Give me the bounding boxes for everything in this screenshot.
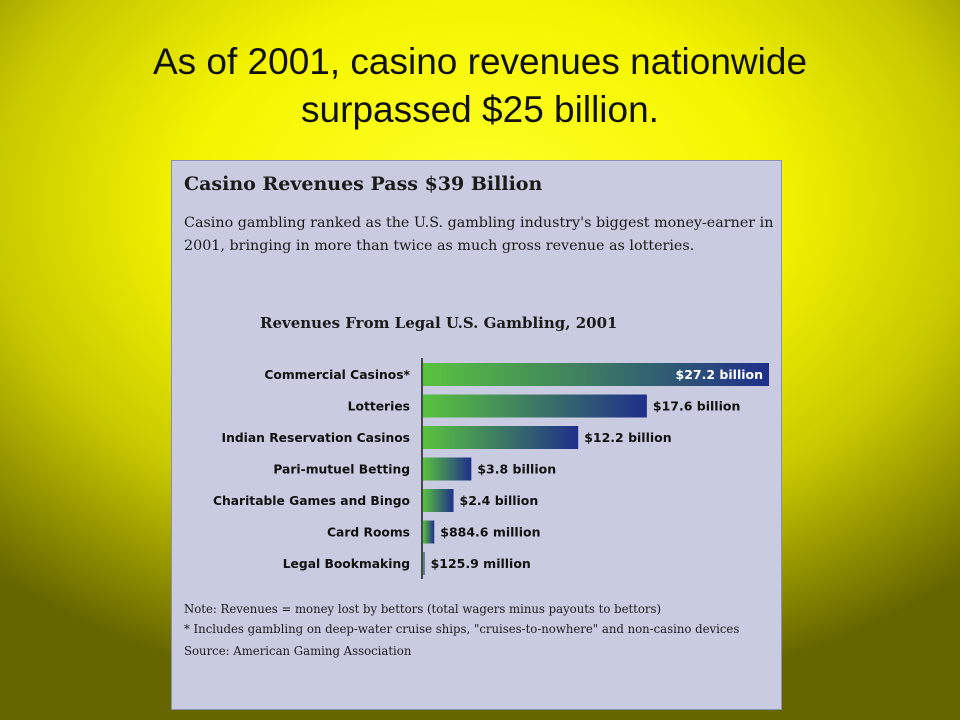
bar-5 bbox=[423, 521, 434, 544]
slide-title-line-1: As of 2001, casino revenues nationwide bbox=[152, 41, 808, 82]
bar-2 bbox=[423, 426, 578, 449]
footnote-text: * Includes gambling on deep-water cruise ships, "cruises-to-nowhere" and non-casino devices bbox=[184, 622, 740, 636]
source-text: Source: American Gaming Association bbox=[184, 644, 412, 658]
category-label-4: Charitable Games and Bingo bbox=[212, 494, 410, 508]
value-label-5: $884.6 million bbox=[440, 524, 541, 540]
bar-6 bbox=[423, 552, 425, 575]
bar-4 bbox=[423, 489, 454, 512]
value-label-6: $125.9 million bbox=[430, 556, 531, 571]
bar-chart bbox=[172, 351, 781, 586]
category-label-1: Lotteries bbox=[347, 399, 410, 414]
category-label-5: Card Rooms bbox=[327, 525, 410, 540]
slide-title-line-2: surpassed $25 billion. bbox=[301, 89, 659, 130]
panel-title: Casino Revenues Pass $39 Billion bbox=[184, 173, 543, 195]
value-label-4: $2.4 billion bbox=[459, 493, 539, 508]
value-label-3: $3.8 billion bbox=[477, 461, 557, 477]
slide-title bbox=[0, 38, 960, 134]
bar-3 bbox=[423, 458, 471, 481]
value-label-2: $12.2 billion bbox=[584, 430, 672, 445]
panel-subtitle: Casino gambling ranked as the U.S. gambling industry's biggest money-earner in 2001, bringing in more than twice as much gross revenue as lotteries. bbox=[184, 215, 774, 254]
chart-title: Revenues From Legal U.S. Gambling, 2001 bbox=[260, 314, 618, 332]
category-label-6: Legal Bookmaking bbox=[282, 557, 410, 571]
chart-panel bbox=[171, 160, 782, 710]
bar-1 bbox=[423, 395, 647, 418]
category-label-3: Pari-mutuel Betting bbox=[273, 462, 410, 477]
note-text: Note: Revenues = money lost by bettors (total wagers minus payouts to bettors) bbox=[184, 602, 662, 616]
value-label-0: $27.2 billion bbox=[675, 367, 763, 382]
notes bbox=[184, 601, 779, 660]
category-label-0: Commercial Casinos* bbox=[264, 368, 410, 382]
value-label-1: $17.6 billion bbox=[652, 398, 741, 414]
category-label-2: Indian Reservation Casinos bbox=[221, 431, 410, 445]
